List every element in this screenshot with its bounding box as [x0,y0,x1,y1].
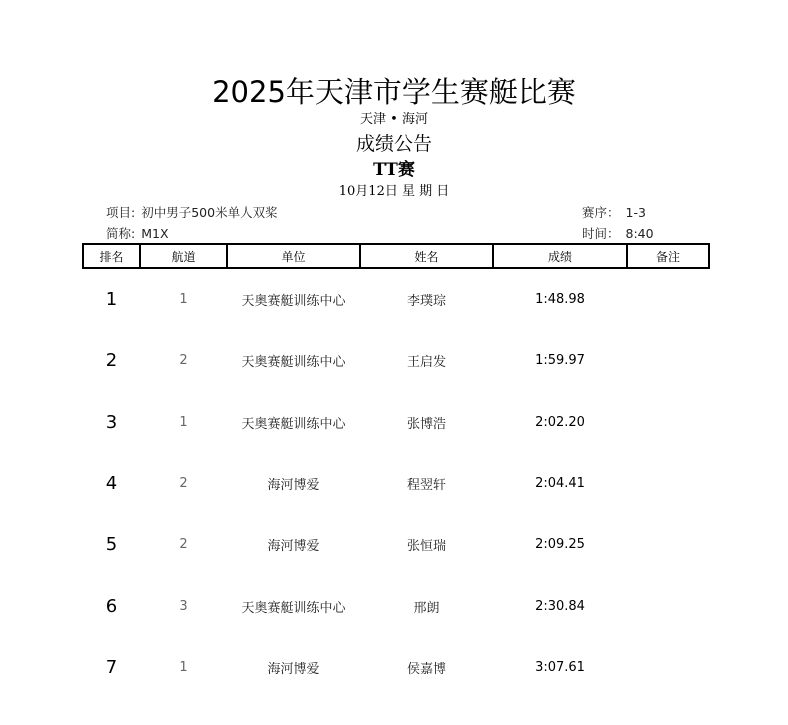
event-value: 初中男子500米单人双桨 [141,205,278,220]
race-time-value: 8:40 [625,226,654,241]
table-row [83,392,709,453]
unit-cell: 天奥赛艇训练中心 [241,294,346,310]
column-header-rank: 排名 [83,244,140,268]
lane-cell: 2 [179,476,188,492]
race-time-label: 时间： [582,226,620,241]
name-cell: 张博浩 [406,416,446,432]
note-cell [627,453,709,514]
lane-cell: 1 [179,659,188,675]
unit-cell: 天奥赛艇训练中心 [241,355,346,371]
lane-cell: 1 [179,414,188,430]
race-sequence-info [582,204,646,222]
note-cell [627,637,709,698]
time-cell: 2:30.84 [535,598,585,614]
note-cell [627,514,709,575]
column-header-lane: 航道 [140,244,227,268]
rank-cell: 1 [105,289,118,311]
column-header-unit: 单位 [227,244,360,268]
abbreviation-info [106,225,169,243]
column-header-name: 姓名 [360,244,493,268]
note-cell [627,575,709,636]
race-time-info [582,225,654,243]
abbreviation-value: M1X [141,226,169,241]
unit-cell: 天奥赛艇训练中心 [241,600,346,616]
note-cell [627,392,709,453]
rank-cell: 6 [105,595,118,617]
name-cell: 张恒瑞 [406,539,446,555]
name-cell: 李璞琮 [406,294,446,310]
round-heading: TT赛 [373,160,415,180]
notice-heading: 成绩公告 [355,133,432,155]
note-cell [627,268,709,330]
lane-cell: 2 [179,537,188,553]
rank-cell: 5 [105,534,118,556]
time-cell: 3:07.61 [535,659,585,675]
table-row [83,514,709,575]
column-header-note: 备注 [627,244,709,268]
table-row [83,637,709,698]
name-cell: 程翌轩 [406,478,446,494]
race-sequence-value: 1-3 [625,205,646,220]
event-info [106,204,278,222]
name-cell: 王启发 [406,355,446,371]
lane-cell: 3 [179,598,188,614]
unit-cell: 天奥赛艇训练中心 [241,416,346,432]
table-row [83,575,709,636]
time-cell: 1:59.97 [535,353,585,369]
column-header-time: 成绩 [493,244,627,268]
name-cell: 邢朗 [413,600,440,616]
lane-cell: 2 [179,353,188,369]
time-cell: 2:02.20 [535,414,585,430]
lane-cell: 1 [179,292,188,308]
unit-cell: 海河博爱 [267,661,320,677]
rank-cell: 4 [105,473,118,495]
event-label: 项目: [106,205,136,220]
page-title: 2025年天津市学生赛艇比赛 [212,75,576,109]
name-cell: 侯嘉博 [406,661,446,677]
results-table [82,243,710,698]
abbreviation-label: 简称: [106,226,136,241]
time-cell: 1:48.98 [535,292,585,308]
rank-cell: 7 [105,656,118,678]
note-cell [627,330,709,391]
venue-subtitle: 天津 • 海河 [360,112,428,127]
table-row [83,330,709,391]
time-cell: 2:04.41 [535,476,585,492]
table-header-row [83,244,709,268]
unit-cell: 海河博爱 [267,478,320,494]
table-row [83,268,709,330]
table-row [83,453,709,514]
time-cell: 2:09.25 [535,537,585,553]
race-sequence-label: 赛序： [582,205,620,220]
race-date: 10月12日 星 期 日 [338,184,450,199]
unit-cell: 海河博爱 [267,539,320,555]
rank-cell: 3 [105,411,118,433]
rank-cell: 2 [105,350,118,372]
